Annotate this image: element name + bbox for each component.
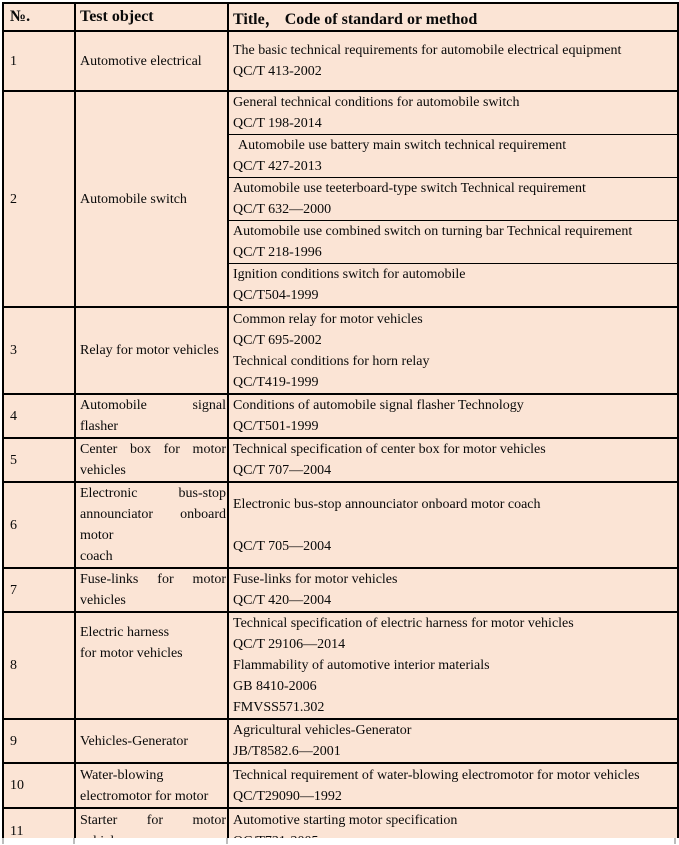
title-cell: Common relay for motor vehicles QC/T 695-2002 Technical conditions for horn relay QC/T419-1999 [228,307,678,394]
test-object-cell: Water-blowing electromotor for motor [75,763,228,808]
table-row [3,568,678,612]
title-cell: Technical specification of center box for motor vehicles QC/T 707—2004 [228,438,678,482]
title-cell: General technical conditions for automobile switch QC/T 198-2014 [228,91,678,135]
title-cell: Technical requirement of water-blowing electromotor for motor vehicles QC/T29090—1992 [228,763,678,808]
table-header-row [3,3,678,31]
row-number: 8 [3,612,75,719]
border-remnant [73,838,75,844]
test-object-cell: Vehicles-Generator [75,719,228,763]
title-cell: Agricultural vehicles-Generator JB/T8582.6—2001 [228,719,678,763]
border-remnant [674,838,676,844]
table-row [3,719,678,763]
title-cell: Technical specification of electric harness for motor vehicles QC/T 29106—2014 Flammability of automotive interior materials GB 8410-2006 FMVSS571.302 [228,612,678,719]
test-object-cell: Electric harness for motor vehicles [75,612,228,719]
table-row [3,482,678,568]
test-object-cell: Fuse-links for motor vehicles [75,568,228,612]
test-object-cell: Center box for motor vehicles [75,438,228,482]
title-cell: Automobile use combined switch on turning bar Technical requirement QC/T 218-1996 [228,221,678,264]
border-remnant [226,838,228,844]
title-cell: Electronic bus-stop announciator onboard motor coach QC/T 705—2004 [228,482,678,568]
table-row [3,763,678,808]
row-number: 9 [3,719,75,763]
table-row [3,31,678,91]
row-number: 7 [3,568,75,612]
row-number: 10 [3,763,75,808]
table-row [3,307,678,394]
standards-table [2,2,679,845]
row-number: 2 [3,91,75,307]
title-cell: Conditions of automobile signal flasher Technology QC/T501-1999 [228,394,678,438]
test-object-cell: Automobile signal flasher [75,394,228,438]
title-cell: The basic technical requirements for automobile electrical equipment QC/T 413-2002 [228,31,678,91]
row-number: 5 [3,438,75,482]
header-test-object: Test object [75,3,228,31]
row-number: 1 [3,31,75,91]
table-row [3,394,678,438]
title-cell: Automotive starting motor specification [228,808,678,845]
title-cell: Automobile use battery main switch technical requirement QC/T 427-2013 [228,135,678,178]
row-number: 3 [3,307,75,394]
table-row [3,612,678,719]
test-object-cell: Electronic bus-stop announciator onboard motor coach [75,482,228,568]
test-object-cell: Relay for motor vehicles [75,307,228,394]
test-object-cell: Automobile switch [75,91,228,307]
title-cell: Ignition conditions switch for automobile QC/T504-1999 [228,264,678,308]
title-cell: Automobile use teeterboard-type switch Technical requirement QC/T 632—2000 [228,178,678,221]
header-title: Title， Code of standard or method [228,3,678,31]
table-row [3,438,678,482]
row-number: 11 [3,808,75,845]
test-object-cell: Starter for motor [75,808,228,845]
title-cell: Fuse-links for motor vehicles QC/T 420—2004 [228,568,678,612]
row-number: 6 [3,482,75,568]
row-number: 4 [3,394,75,438]
test-object-cell: Automotive electrical [75,31,228,91]
clipped-bottom-edge [0,838,679,845]
header-no: №. [3,3,75,31]
table-row [3,91,678,135]
border-remnant [2,838,4,844]
